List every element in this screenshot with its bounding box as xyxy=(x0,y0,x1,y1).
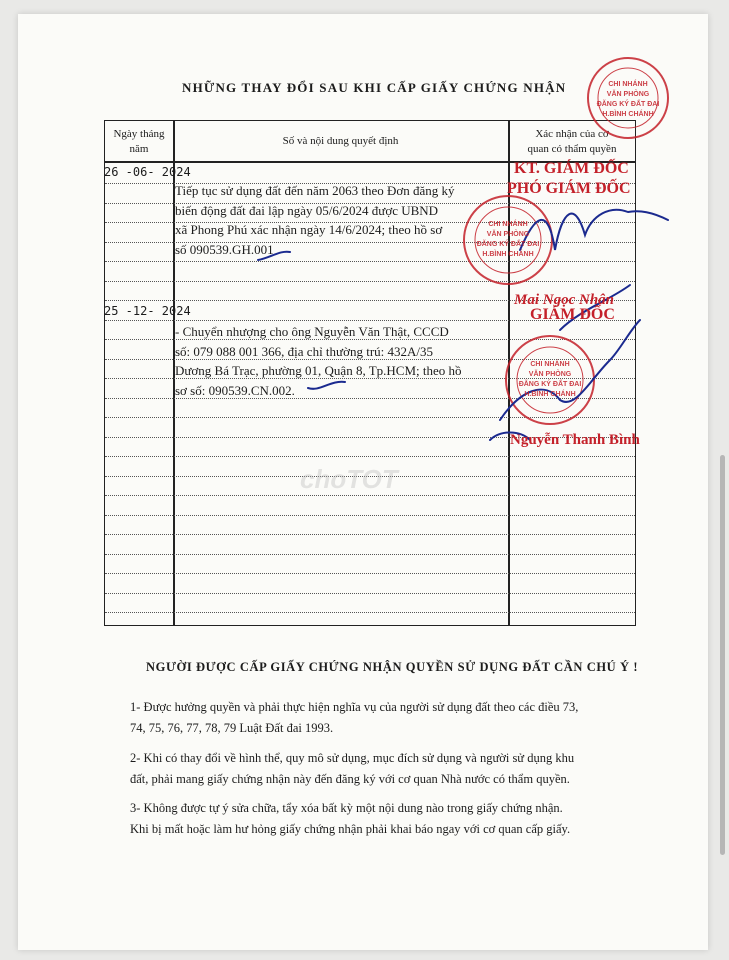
entry-date: 26 -06- 2024 xyxy=(104,165,191,179)
header-confirm: Xác nhận của cơ quan có thẩm quyền xyxy=(527,128,617,155)
seal-text: H.BÌNH CHÁNH xyxy=(524,391,576,398)
stamp-kt-giam-doc: KT. GIÁM ĐỐC xyxy=(514,160,629,177)
seal-text: CHI NHÁNH xyxy=(530,361,570,368)
seal-text: ĐĂNG KÝ ĐẤT ĐAI xyxy=(476,241,540,248)
signer-name-top: Mai Ngọc Nhân xyxy=(514,292,615,308)
watermark: choTOT xyxy=(300,464,398,494)
entry-date: 25 -12- 2024 xyxy=(104,304,191,318)
seal-text: VĂN PHÒNG xyxy=(606,91,650,98)
seal-text: ĐĂNG KÝ ĐẤT ĐAI xyxy=(518,381,582,388)
notice-title: NGƯỜI ĐƯỢC CẤP GIẤY CHỨNG NHẬN QUYỀN SỬ DỤNG ĐẤT CẦN CHÚ Ý ! xyxy=(146,660,639,674)
seal-text: ĐĂNG KÝ ĐẤT ĐAI xyxy=(596,101,660,108)
entry-content: Tiếp tục sử dụng đất đến năm 2063 theo Đơn đăng ký biến động đất đai lập ngày 05/6/2024 được UBND xã Phong Phú xác nhận ngày 14/6/2024; theo hồ sơ số 090539.GH.001 xyxy=(175,183,455,257)
seal-text: CHI NHÁNH xyxy=(608,81,648,88)
seal-text: H.BÌNH CHÁNH xyxy=(602,111,654,118)
notice-item: 2- Khi có thay đổi về hình thể, quy mô sử dụng, mục đích sử dụng và người sử dụng khu đất, phải mang giấy chứng nhận này đến đăng ký với cơ quan Nhà nước có thẩm quyền. xyxy=(130,751,575,786)
page-title: NHỮNG THAY ĐỔI SAU KHI CẤP GIẤY CHỨNG NHẬN xyxy=(182,80,567,95)
seal-text: VĂN PHÒNG xyxy=(528,371,572,378)
seal-text: VĂN PHÒNG xyxy=(486,231,530,238)
header-content: Số và nội dung quyết định xyxy=(282,135,399,147)
notice-item: 1- Được hưởng quyền và phải thực hiện nghĩa vụ của người sử dụng đất theo các điều 73, 74, 75, 76, 77, 78, 79 Luật Đất đai 1993. xyxy=(130,700,579,735)
seal-text: CHI NHÁNH xyxy=(488,221,528,228)
stamp-pho-giam-doc: PHÓ GIÁM ĐỐC xyxy=(507,180,631,197)
header-date: Ngày tháng năm xyxy=(113,128,165,155)
entry-content: - Chuyển nhượng cho ông Nguyễn Văn Thật, CCCD số: 079 088 001 366, địa chỉ thường trú: 432A/35 Dương Bá Trạc, phường 01, Quận 8, Tp.HCM; theo hồ sơ số: 090539.CN.002. xyxy=(175,324,462,398)
notice-item: 3- Không được tự ý sửa chữa, tẩy xóa bất kỳ một nội dung nào trong giấy chứng nhận. Khi bị mất hoặc làm hư hỏng giấy chứng nhận phải khai báo ngay với cơ quan cấp giấy. xyxy=(130,801,571,836)
scrollbar[interactable] xyxy=(720,455,725,855)
stamp-giam-doc: GIÁM ĐỐC xyxy=(530,306,615,323)
seal-text: H.BÌNH CHÁNH xyxy=(482,251,534,258)
signer-name-bottom: Nguyễn Thanh Bình xyxy=(510,432,640,448)
